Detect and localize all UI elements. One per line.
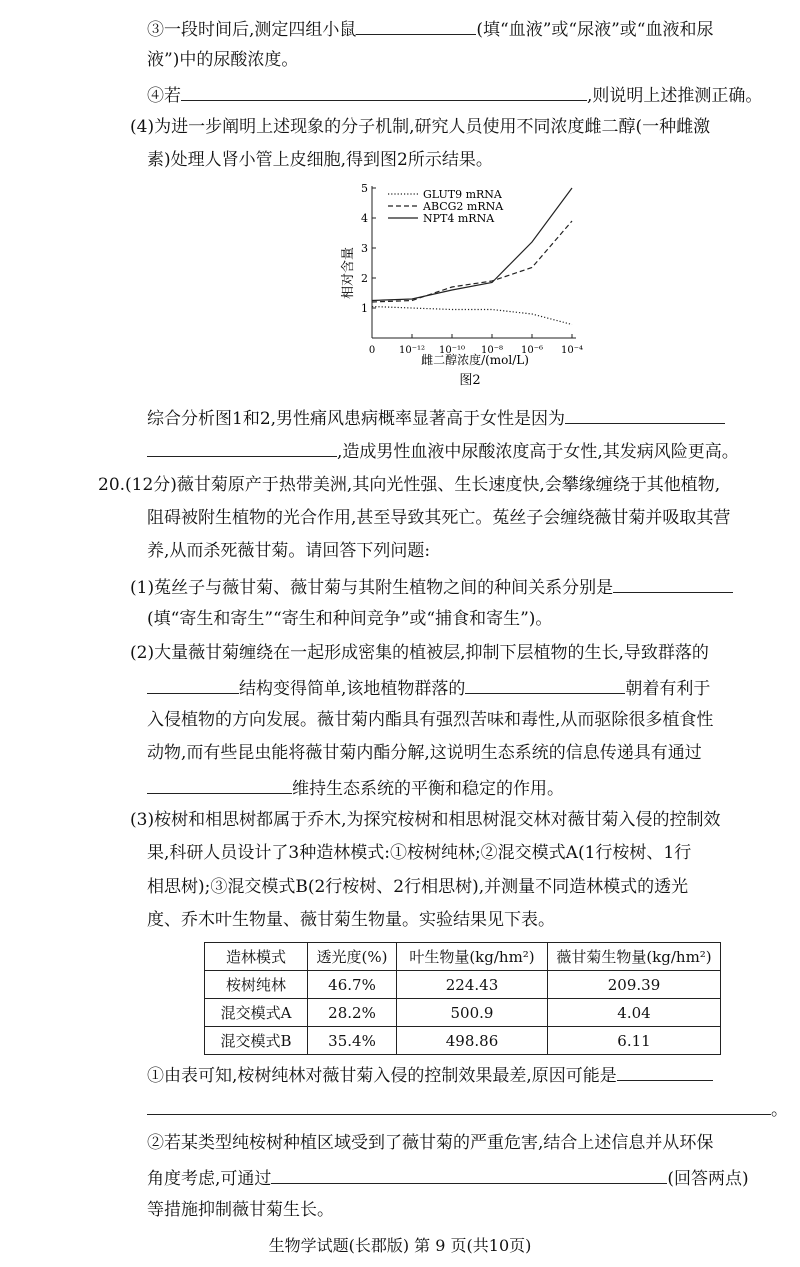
- table-cell: 209.39: [548, 971, 721, 999]
- table-header-cell: 透光度(%): [308, 943, 397, 971]
- analysis-text-b: ,造成男性血液中尿酸浓度高于女性,其发病风险更高。: [337, 442, 739, 462]
- q19-p4-text: ④若: [147, 86, 181, 106]
- answer-blank[interactable]: [356, 16, 476, 35]
- q20-a2-text-b: 角度考虑,可通过: [147, 1169, 272, 1189]
- x-tick-label: 10⁻⁸: [480, 345, 504, 356]
- table-cell: 35.4%: [308, 1027, 397, 1055]
- q20-intro-text-c: 养,从而杀死薇甘菊。请回答下列问题:: [147, 541, 431, 561]
- q20-s2-line2: [147, 675, 710, 701]
- q20-a2-line1: [147, 1131, 713, 1155]
- y-tick-label: 4: [361, 212, 368, 225]
- q20-s1-text-b: (填“寄生和寄生”“寄生和种间竞争”或“捕食和寄生”)。: [147, 609, 553, 629]
- q20-s2-text-f: 维持生态系统的平衡和稳定的作用。: [292, 779, 564, 799]
- x-axis-label: 雌二醇浓度/(mol/L): [421, 353, 529, 367]
- q20-s1-text: (1)菟丝子与薇甘菊、薇甘菊与其附生植物之间的种间关系分别是: [130, 578, 614, 598]
- q20-intro-line1: [98, 473, 720, 497]
- y-tick-label: 2: [361, 272, 368, 285]
- legend-label: NPT4 mRNA: [423, 212, 495, 225]
- analysis-text: 综合分析图1和2,男性痛风患病概率显著高于女性是因为: [147, 409, 566, 429]
- q20-a2-text: ②若某类型纯桉树种植区域受到了薇甘菊的严重危害,结合上述信息并从环保: [147, 1133, 714, 1153]
- q20-s3-line2: [147, 841, 691, 865]
- q20-a2-line2: [147, 1165, 749, 1191]
- q20-s2-text: (2)大量薇甘菊缠绕在一起形成密集的植被层,抑制下层植物的生长,导致群落的: [130, 643, 709, 663]
- table-cell: 500.9: [397, 999, 548, 1027]
- answer-blank[interactable]: [465, 675, 625, 694]
- table-row: [205, 1027, 721, 1055]
- y-tick-label: 3: [361, 242, 368, 255]
- figure-2-line-chart: [330, 178, 600, 393]
- q19-q4-line2: [147, 148, 493, 172]
- q20-s2-text-c: 朝着有利于: [625, 679, 711, 699]
- q20-a1-line2: [147, 1096, 788, 1122]
- q19-p3-text: ③一段时间后,测定四组小鼠: [147, 20, 357, 40]
- x-tick-label: 10⁻¹²: [398, 345, 426, 356]
- answer-blank[interactable]: [147, 1096, 771, 1115]
- q20-a1-text: ①由表可知,桉树纯林对薇甘菊入侵的控制效果最差,原因可能是: [147, 1066, 617, 1086]
- q19-p3-line2: [147, 48, 298, 72]
- answer-blank[interactable]: [147, 775, 292, 794]
- q19-p3-line1: [147, 16, 714, 42]
- q20-s2-text-e: 动物,而有些昆虫能将薇甘菊内酯分解,这说明生态系统的信息传递具有通过: [147, 743, 702, 763]
- q19-q4-text-b: 素)处理人肾小管上皮细胞,得到图2所示结果。: [147, 150, 493, 170]
- answer-blank[interactable]: [613, 574, 733, 593]
- table-cell: 224.43: [397, 971, 548, 999]
- q20-s2-text-b: 结构变得简单,该地植物群落的: [239, 679, 466, 699]
- y-tick-label: 1: [361, 302, 368, 315]
- q20-intro-line2: [147, 506, 730, 530]
- answer-blank[interactable]: [271, 1165, 667, 1184]
- q20-s3-line1: [130, 808, 720, 832]
- q20-s3-line4: [147, 908, 555, 932]
- table-cell: 6.11: [548, 1027, 721, 1055]
- q20-intro-line3: [147, 539, 430, 563]
- y-tick-label: 5: [361, 182, 368, 195]
- answer-blank[interactable]: [147, 675, 239, 694]
- q20-s2-line3: [147, 708, 713, 732]
- analysis-line1: [147, 405, 725, 431]
- q20-s2-line4: [147, 741, 702, 765]
- q19-q4-text: (4)为进一步阐明上述现象的分子机制,研究人员使用不同浓度雌二醇(一种雌激: [130, 117, 711, 137]
- q20-s2-line1: [130, 641, 709, 665]
- q20-s2-text-d: 入侵植物的方向发展。薇甘菊内酯具有强烈苦味和毒性,从而驱除很多植食性: [147, 710, 714, 730]
- q20-s3-text-b: 果,科研人员设计了3种造林模式:①桉树纯林;②混交模式A(1行桉树、1行: [147, 843, 692, 863]
- table-cell: 46.7%: [308, 971, 397, 999]
- x-tick-label: 0: [368, 345, 376, 356]
- table-row: [205, 999, 721, 1027]
- table-cell: 498.86: [397, 1027, 548, 1055]
- q20-a2-text-d: 等措施抑制薇甘菊生长。: [147, 1200, 334, 1220]
- chart-title: 图2: [459, 373, 481, 388]
- table-header-cell: 造林模式: [205, 943, 308, 971]
- table-header-row: [205, 943, 721, 971]
- legend-label: ABCG2 mRNA: [423, 200, 504, 213]
- q20-s3-text: (3)桉树和相思树都属于乔木,为探究桉树和相思树混交林对薇甘菊入侵的控制效: [130, 810, 721, 830]
- q20-a1-end: 。: [771, 1100, 788, 1120]
- answer-blank[interactable]: [565, 405, 725, 424]
- q19-p4-line: [147, 82, 762, 108]
- table-cell: 混交模式B: [205, 1027, 308, 1055]
- answer-blank[interactable]: [147, 438, 337, 457]
- x-tick-label: 10⁻⁴: [560, 345, 584, 356]
- q20-s2-line5: [147, 775, 564, 801]
- x-tick-label: 10⁻¹⁰: [438, 345, 466, 356]
- q20-intro-text: 20.(12分)薇甘菊原产于热带美洲,其向光性强、生长速度快,会攀缘缠绕于其他植物,: [98, 475, 721, 495]
- q20-a2-line3: [147, 1198, 334, 1222]
- page-footer: 生物学试题(长郡版) 第 9 页(共10页): [268, 1236, 532, 1255]
- answer-blank[interactable]: [617, 1062, 713, 1081]
- q19-p3-text-b: (填“血液”或“尿液”或“血液和尿: [476, 20, 714, 40]
- legend-label: GLUT9 mRNA: [423, 188, 502, 201]
- series-line-glut9: [372, 307, 572, 325]
- table-cell: 4.04: [548, 999, 721, 1027]
- y-axis-label: 相对含量: [341, 246, 356, 300]
- q20-intro-text-b: 阻碍被附生植物的光合作用,甚至导致其死亡。菟丝子会缠绕薇甘菊并吸取其营: [147, 508, 731, 528]
- answer-blank[interactable]: [181, 82, 587, 101]
- x-tick-label: 10⁻⁶: [520, 345, 544, 356]
- analysis-line2: [147, 438, 739, 464]
- table-cell: 28.2%: [308, 999, 397, 1027]
- results-table: [204, 942, 721, 1055]
- q20-s3-text-c: 相思树);③混交模式B(2行桉树、2行相思树),并测量不同造林模式的透光: [147, 877, 689, 897]
- series-line-abcg2: [372, 221, 572, 302]
- table-cell: 混交模式A: [205, 999, 308, 1027]
- q19-p3-text-c: 液”)中的尿酸浓度。: [147, 50, 299, 70]
- q20-s3-text-d: 度、乔木叶生物量、薇甘菊生物量。实验结果见下表。: [147, 910, 555, 930]
- q19-q4-line1: [130, 115, 710, 139]
- q20-s1-line1: [130, 574, 733, 600]
- q20-s1-line2: [147, 607, 552, 631]
- table-cell: 桉树纯林: [205, 971, 308, 999]
- q20-s3-line3: [147, 875, 688, 899]
- q20-a2-text-c: (回答两点): [667, 1169, 749, 1189]
- table-row: [205, 971, 721, 999]
- table-header-cell: 薇甘菊生物量(kg/hm²): [548, 943, 721, 971]
- q20-a1-line1: [147, 1062, 713, 1088]
- q19-p4-text-b: ,则说明上述推测正确。: [587, 86, 763, 106]
- table-header-cell: 叶生物量(kg/hm²): [397, 943, 548, 971]
